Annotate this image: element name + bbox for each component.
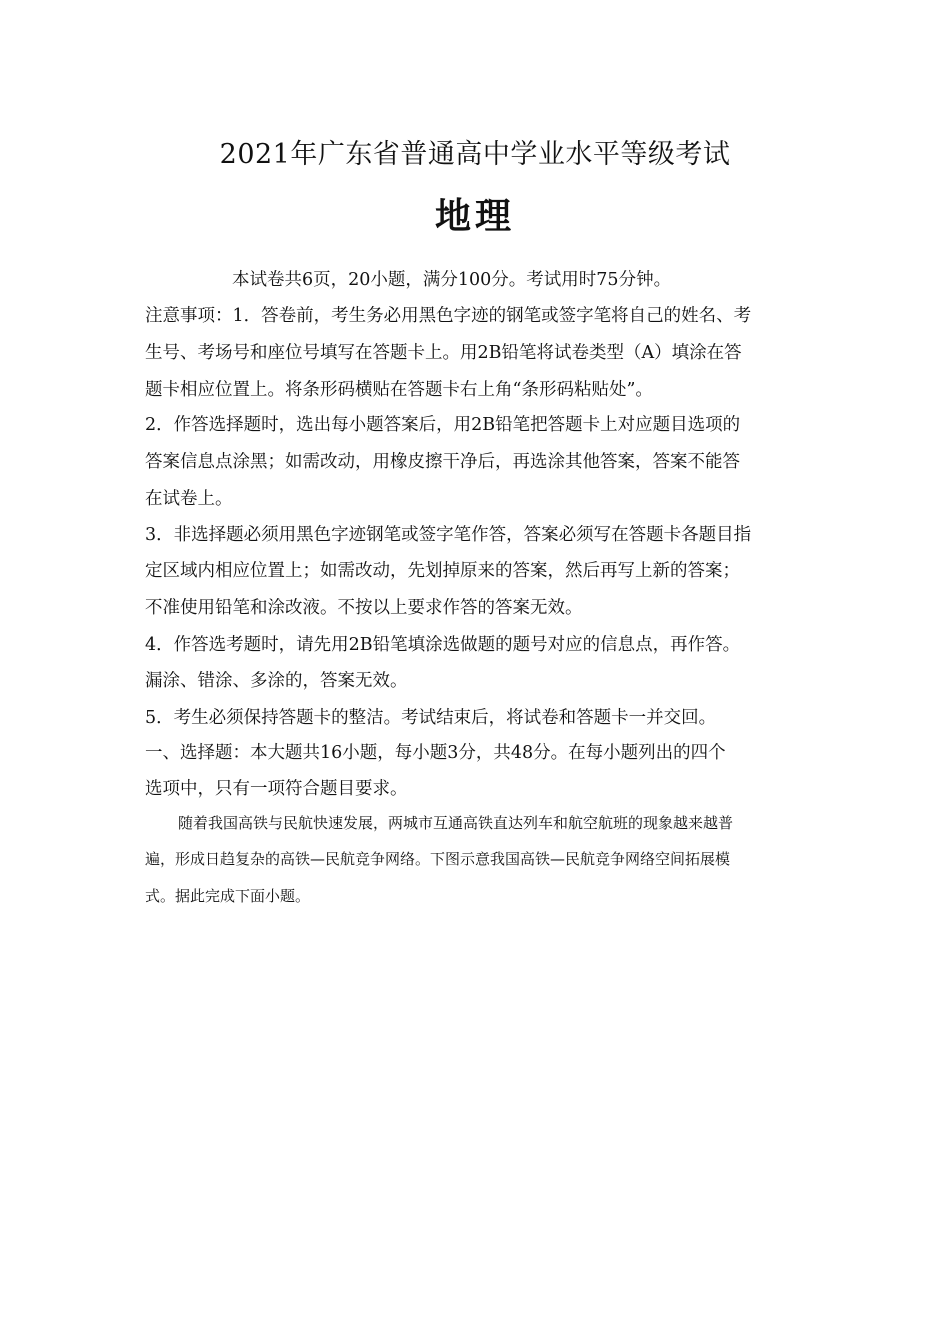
notice-line: 生号、考场号和座位号填写在答题卡上。用2B铅笔将试卷类型（A）填涂在答 (145, 343, 742, 363)
section-heading-line: 一、选择题：本大题共16小题，每小题3分，共48分。在每小题列出的四个 (145, 743, 726, 763)
notice-line: 答案信息点涂黑；如需改动，用橡皮擦干净后，再选涂其他答案，答案不能答 (145, 452, 740, 472)
notice-line: 4．作答选考题时，请先用2B铅笔填涂选做题的题号对应的信息点，再作答。 (145, 635, 741, 655)
exam-intro: 本试卷共6页，20小题，满分100分。考试用时75分钟。 (232, 270, 672, 290)
passage-line: 遍，形成日趋复杂的高铁—民航竞争网络。下图示意我国高铁—民航竞争网络空间拓展模 (145, 850, 731, 868)
notice-line: 在试卷上。 (145, 489, 233, 509)
notice-line: 3．非选择题必须用黑色字迹钢笔或签字笔作答，答案必须写在答题卡各题目指 (145, 525, 752, 545)
notice-line: 定区域内相应位置上；如需改动，先划掉原来的答案，然后再写上新的答案； (145, 561, 740, 581)
notice-line: 2．作答选择题时，选出每小题答案后，用2B铅笔把答题卡上对应题目选项的 (145, 415, 741, 435)
passage-line: 式。据此完成下面小题。 (145, 887, 311, 905)
notice-line: 不准使用铅笔和涂改液。不按以上要求作答的答案无效。 (145, 598, 583, 618)
notice-line: 注意事项：1．答卷前，考生务必用黑色字迹的钢笔或签字笔将自己的姓名、考 (145, 306, 752, 326)
notice-line: 5．考生必须保持答题卡的整洁。考试结束后，将试卷和答题卡一并交回。 (145, 708, 717, 728)
passage-line: 随着我国高铁与民航快速发展，两城市互通高铁直达列车和航空航班的现象越来越普 (178, 814, 734, 832)
notice-line: 漏涂、错涂、多涂的，答案无效。 (145, 671, 408, 691)
section-heading-line: 选项中，只有一项符合题目要求。 (145, 779, 408, 799)
exam-title: 2021年广东省普通高中学业水平等级考试 (219, 139, 731, 170)
notice-line: 题卡相应位置上。将条形码横贴在答题卡右上角“条形码粘贴处”。 (145, 380, 653, 400)
subject-title: 地理 (434, 196, 515, 237)
